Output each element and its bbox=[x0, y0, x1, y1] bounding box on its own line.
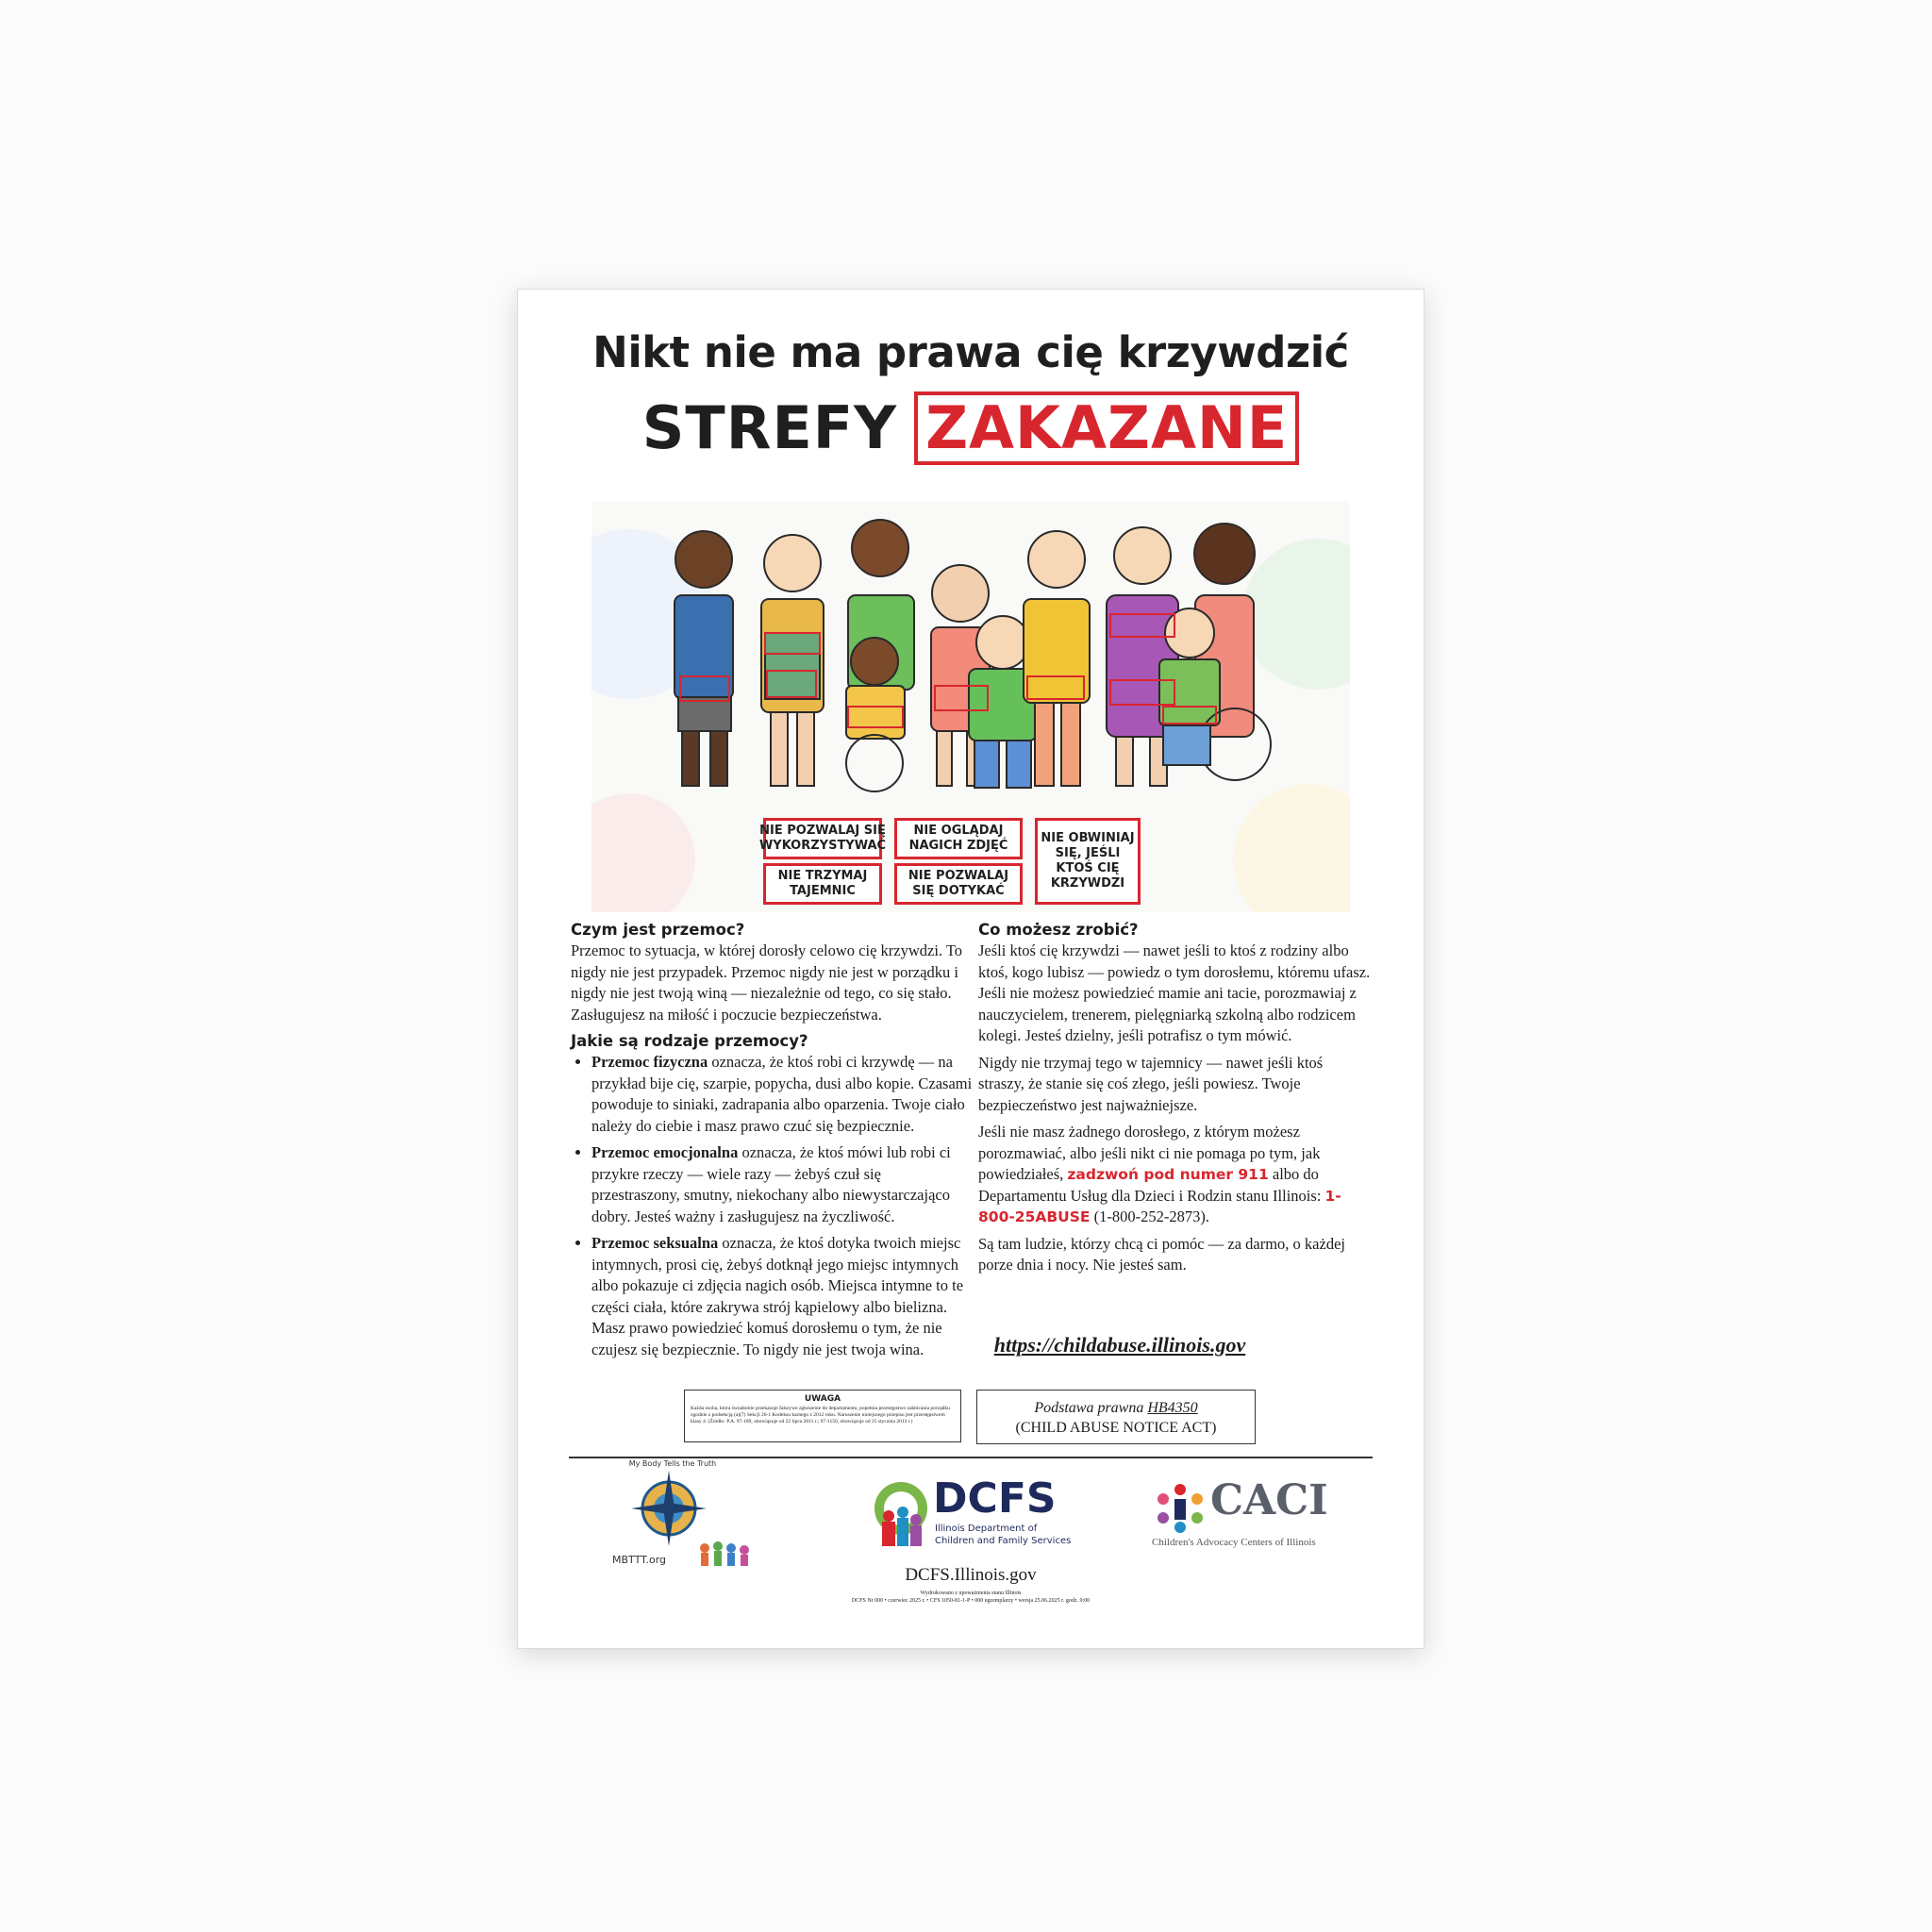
footer-fine-print: Wydrukowano z upoważnienia stanu Illinois DCFS Nr 000 • czerwiec 2025 r. • CFS 1050-81-1-P • 000 egzemplarzy • wersja 25.06.2025 r. godz. 9:00 bbox=[851, 1591, 1091, 1604]
rule-no-exploitation: NIE POZWALAJ SIĘ WYKORZYSTYWAĆ bbox=[763, 818, 882, 859]
abuse-types-list bbox=[571, 1052, 973, 1360]
notice-title: UWAGA bbox=[804, 1394, 841, 1404]
paragraph-not-alone: Są tam ludzie, którzy chcą ci pomóc — za darmo, o każdej porze dnia i nocy. Nie jesteś sam. bbox=[978, 1234, 1345, 1274]
children-illustration bbox=[591, 501, 1350, 912]
rule-no-self-blame: NIE OBWINIAJ SIĘ, JEŚLI KTOŚ CIĘ KRZYWDZI bbox=[1035, 818, 1141, 905]
rule-no-touching: NIE POZWALAJ SIĘ DOTYKAĆ bbox=[894, 863, 1023, 905]
legal-act-name: (CHILD ABUSE NOTICE ACT) bbox=[1015, 1420, 1217, 1436]
caci-name: CACI bbox=[1210, 1476, 1328, 1524]
caci-figures-icon bbox=[1152, 1480, 1208, 1537]
footer-divider bbox=[569, 1457, 1373, 1458]
bill-number: HB4350 bbox=[1147, 1400, 1198, 1416]
list-item-emotional: • Przemoc emocjonalna oznacza, że ktoś mówi lub robi ci przykre rzeczy — wiele razy — żebyś czuł się przestraszony, smutny, niekochany albo niewystarczająco dobry. Jesteś ważny i zasługujesz na życzliwość. bbox=[591, 1142, 973, 1227]
list-item-physical: • Przemoc fizyczna oznacza, że ktoś robi ci krzywdę — na przykład bije cię, szarpie, popycha, dusi albo kopie. Czasami powoduje to siniaki, zadrapania albo oparzenia. Twoje ciało należy do ciebie i masz prawo czuć się bezpiecznie. bbox=[591, 1052, 973, 1137]
dcfs-subtitle-2: Children and Family Services bbox=[935, 1536, 1072, 1546]
hotline-number: 1-800-25ABUSE bbox=[978, 1187, 1341, 1225]
dcfs-subtitle-1: Illinois Department of bbox=[935, 1524, 1038, 1534]
left-column bbox=[571, 920, 973, 1366]
main-title bbox=[518, 391, 1424, 465]
mbttt-logo bbox=[612, 1459, 763, 1571]
dcfs-tree-icon bbox=[863, 1480, 939, 1556]
list-item-sexual: • Przemoc seksualna oznacza, że ktoś dotyka twoich miejsc intymnych, prosi cię, żebyś dotknął jego miejsc intymnych albo pokazuje ci zdjęcia nagich osób. Miejsca intymne to te części ciała, które zakrywa strój kąpielowy albo bielizna. Masz prawo powiedzieć komuś dorosłemu o tym, że nie czujesz się bezpiecznie. To nigdy nie jest twoja wina. bbox=[591, 1233, 973, 1360]
heading-what-is-abuse: Czym jest przemoc? bbox=[571, 921, 745, 939]
right-column bbox=[978, 920, 1373, 1282]
paragraph-what-is-abuse: Przemoc to sytuacja, w której dorosły celowo cię krzywdzi. To nigdy nie jest przypadek. Przemoc nigdy nie jest w porządku i nigdy nie jest twoją winą — niezależnie od tego, co się stało. Zasługujesz na miłość i poczucie bezpieczeństwa. bbox=[571, 941, 963, 1024]
heading-types-of-abuse: Jakie są rodzaje przemocy? bbox=[571, 1032, 808, 1050]
call-911-text: zadzwoń pod numer 911 bbox=[1067, 1166, 1269, 1183]
rule-no-nude-photos: NIE OGLĄDAJ NAGICH ZDJĘĆ bbox=[894, 818, 1023, 859]
poster bbox=[517, 289, 1424, 1649]
paragraph-call-help: Jeśli nie masz żadnego dorosłego, z którym możesz porozmawiać, albo jeśli nikt ci nie pomaga po tym, jak powiedziałeś, zadzwoń pod numer 911 albo do Departamentu Usług dla Dzieci i Rodzin stanu Illinois: 1-800-25ABUSE (1-800-252-2873). bbox=[978, 1123, 1341, 1225]
dcfs-logo bbox=[863, 1474, 1080, 1556]
heading-what-can-you-do: Co możesz zrobić? bbox=[978, 921, 1139, 939]
title-zakazane: ZAKAZANE bbox=[914, 391, 1299, 465]
legal-basis-box bbox=[976, 1390, 1256, 1444]
childabuse-link[interactable]: https://childabuse.illinois.gov bbox=[993, 1333, 1246, 1357]
notice-body: Każda osoba, która świadomie przekazuje fałszywe zgłoszenie do departamentu, popełnia przestępstwo zakłócania porządku zgodnie z podsekcją (a)(7) Sekcji 26-1 Kodeksu karnego z 2012 roku. Naruszenie niniejszego przepisu jest przestępstwem klasy 4. (Źródło: P.A. 97-189, obowiązuje od 22 lipca 2011 r.; 97-1150, obowiązuje od 25 stycznia 2013 r.) bbox=[691, 1406, 950, 1424]
dcfs-name: DCFS bbox=[933, 1474, 1057, 1523]
paragraph-tell-adult: Jeśli ktoś cię krzywdzi — nawet jeśli to ktoś z rodziny albo ktoś, kogo lubisz — powiedz o tym dorosłemu, któremu ufasz. Jeśli nie możesz powiedzieć mamie ani tacie, porozmawiaj z nauczycielem, trenerem, pielęgniarką szkolną albo rodzicem kolegi. Jesteś dzielny, jeśli potrafisz o tym mówić. bbox=[978, 941, 1371, 1044]
caci-subtitle: Children's Advocacy Centers of Illinois bbox=[1152, 1537, 1316, 1548]
paragraph-no-secrets: Nigdy nie trzymaj tego w tajemnicy — nawet jeśli ktoś straszy, że stanie się coś złego, jeśli powiesz. Twoje bezpieczeństwo jest najważniejsze. bbox=[978, 1053, 1324, 1114]
headline: Nikt nie ma prawa cię krzywdzić bbox=[592, 327, 1349, 377]
caci-logo bbox=[1152, 1476, 1350, 1556]
mbttt-tagline: My Body Tells the Truth bbox=[628, 1459, 717, 1468]
title-strefy: STREFY bbox=[641, 393, 898, 462]
legal-basis-line: Podstawa prawna HB4350 bbox=[1034, 1400, 1198, 1416]
notice-box bbox=[684, 1390, 961, 1442]
footer-domain[interactable]: DCFS.Illinois.gov bbox=[905, 1565, 1037, 1585]
mbttt-site: MBTTT.org bbox=[612, 1554, 667, 1566]
rule-no-secrets: NIE TRZYMAJ TAJEMNIC bbox=[763, 863, 882, 905]
